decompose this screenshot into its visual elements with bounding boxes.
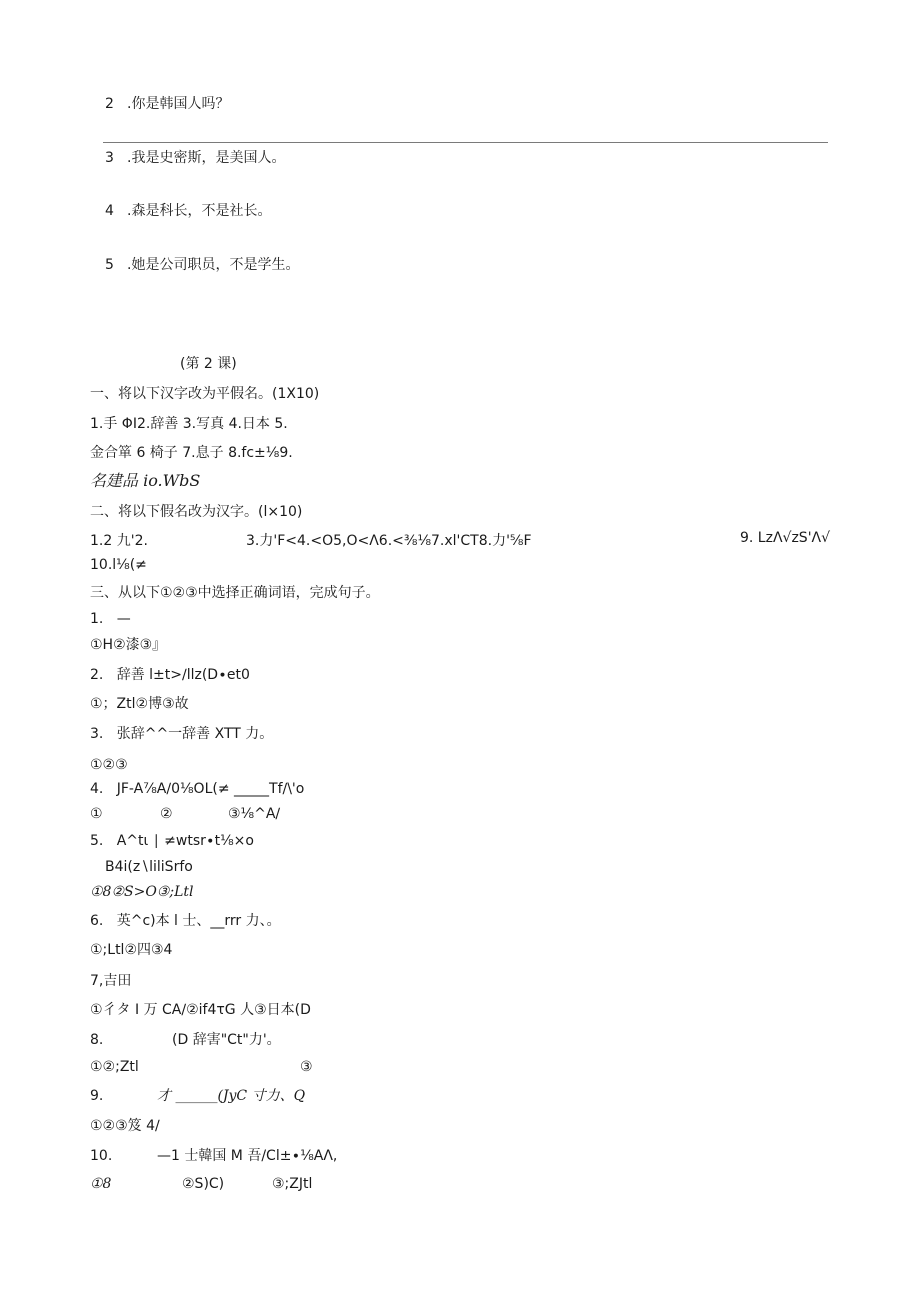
section-2-line-1-left: 1.2 九'2. xyxy=(90,533,148,549)
question-3: 3. 张辞^^一辞善 XTT 力。 xyxy=(90,726,274,742)
question-10-text: —1 士韓国 M 吾/Cl±∙⅛AΛ, xyxy=(157,1148,338,1164)
options-7: ①彳タ I 万 CA∕②if4τG 人③日本(D xyxy=(90,1002,311,1018)
question-8-number: 8. xyxy=(90,1032,104,1048)
section-2-line-2: 10.l⅛(≠ xyxy=(90,557,147,573)
section-1-line-1: 1.手 ΦI2.辞善 3.写真 4.日本 5. xyxy=(90,416,288,432)
options-6: ①;Ltl②四③4 xyxy=(90,942,173,958)
section-3-heading: 三、从以下①②③中选择正确词语，完成句子。 xyxy=(90,585,380,601)
section-1-heading: 一、将以下汉字改为平假名。(1X10) xyxy=(90,386,320,402)
options-9: ①②③笈 4∕ xyxy=(90,1118,160,1134)
question-10-number: 10. xyxy=(90,1148,113,1164)
question-6: 6. 英^c)本 l 士、__rrr 力、。 xyxy=(90,913,281,929)
options-4-c: ③⅛^A∕ xyxy=(228,806,281,822)
lesson-title: (第 2 课) xyxy=(180,356,237,372)
question-8-text: (D 辞害"Ct"力'。 xyxy=(172,1032,281,1048)
section-1-line-2: 金合箪 6 椅子 7.息子 8.fc±⅛9. xyxy=(90,445,293,461)
question-2: 2. 辞善 l±t>∕llz(D∙et0 xyxy=(90,667,250,683)
options-10-a: ①8 xyxy=(90,1176,112,1192)
question-4: 4. JF-A⅞A∕0⅛OL(≠ _____Tf∕\'o xyxy=(90,781,305,797)
options-4-b: ② xyxy=(160,806,173,822)
options-5: ①8②S>O③;Ltl xyxy=(90,884,194,900)
sentence-2-text: .你是韩国人吗？ xyxy=(127,96,230,112)
section-2-line-1-mid: 3.力'F<4.<O5,O<Λ6.<⅜⅛7.xl'CT8.力'⅝F xyxy=(246,533,532,549)
options-10-c: ③;ZJtl xyxy=(272,1176,313,1192)
options-3: ①②③ xyxy=(90,757,128,773)
sentence-3-text: .我是史密斯，是美国人。 xyxy=(127,150,286,166)
options-10-b: ②S)C) xyxy=(182,1176,225,1192)
section-1-line-3: 名建品 io.WbS xyxy=(90,471,201,490)
options-4-a: ① xyxy=(90,806,103,822)
options-2: ①；Ztl②博③故 xyxy=(90,696,189,712)
options-1: ①H②漆③』 xyxy=(90,637,167,653)
sentence-5-text: .她是公司职员，不是学生。 xyxy=(127,257,300,273)
question-7: 7,吉田 xyxy=(90,973,132,989)
section-2-line-1-right: 9. LzΛ√zS'Λ√ xyxy=(740,530,831,546)
sentence-5-number: 5 xyxy=(105,257,114,273)
sentence-3-number: 3 xyxy=(105,150,114,166)
question-1: 1. — xyxy=(90,611,131,627)
question-9-number: 9. xyxy=(90,1088,104,1104)
sentence-4-text: .森是科长，不是社长。 xyxy=(127,203,272,219)
question-5-line-2: B4i(z∖liliSrfo xyxy=(105,859,193,875)
options-8-a: ①②;Ztl xyxy=(90,1059,139,1075)
options-8-b: ③ xyxy=(300,1059,313,1075)
sentence-2-number: 2 xyxy=(105,96,114,112)
section-2-heading: 二、将以下假名改为汉字。(l×10) xyxy=(90,504,303,520)
horizontal-divider xyxy=(103,142,828,143)
sentence-4-number: 4 xyxy=(105,203,114,219)
question-9-text: 才 ______(JyC 寸力、Q xyxy=(157,1088,306,1104)
question-5: 5. A^tι ∣ ≠wtsr∙t⅛×o xyxy=(90,833,254,849)
